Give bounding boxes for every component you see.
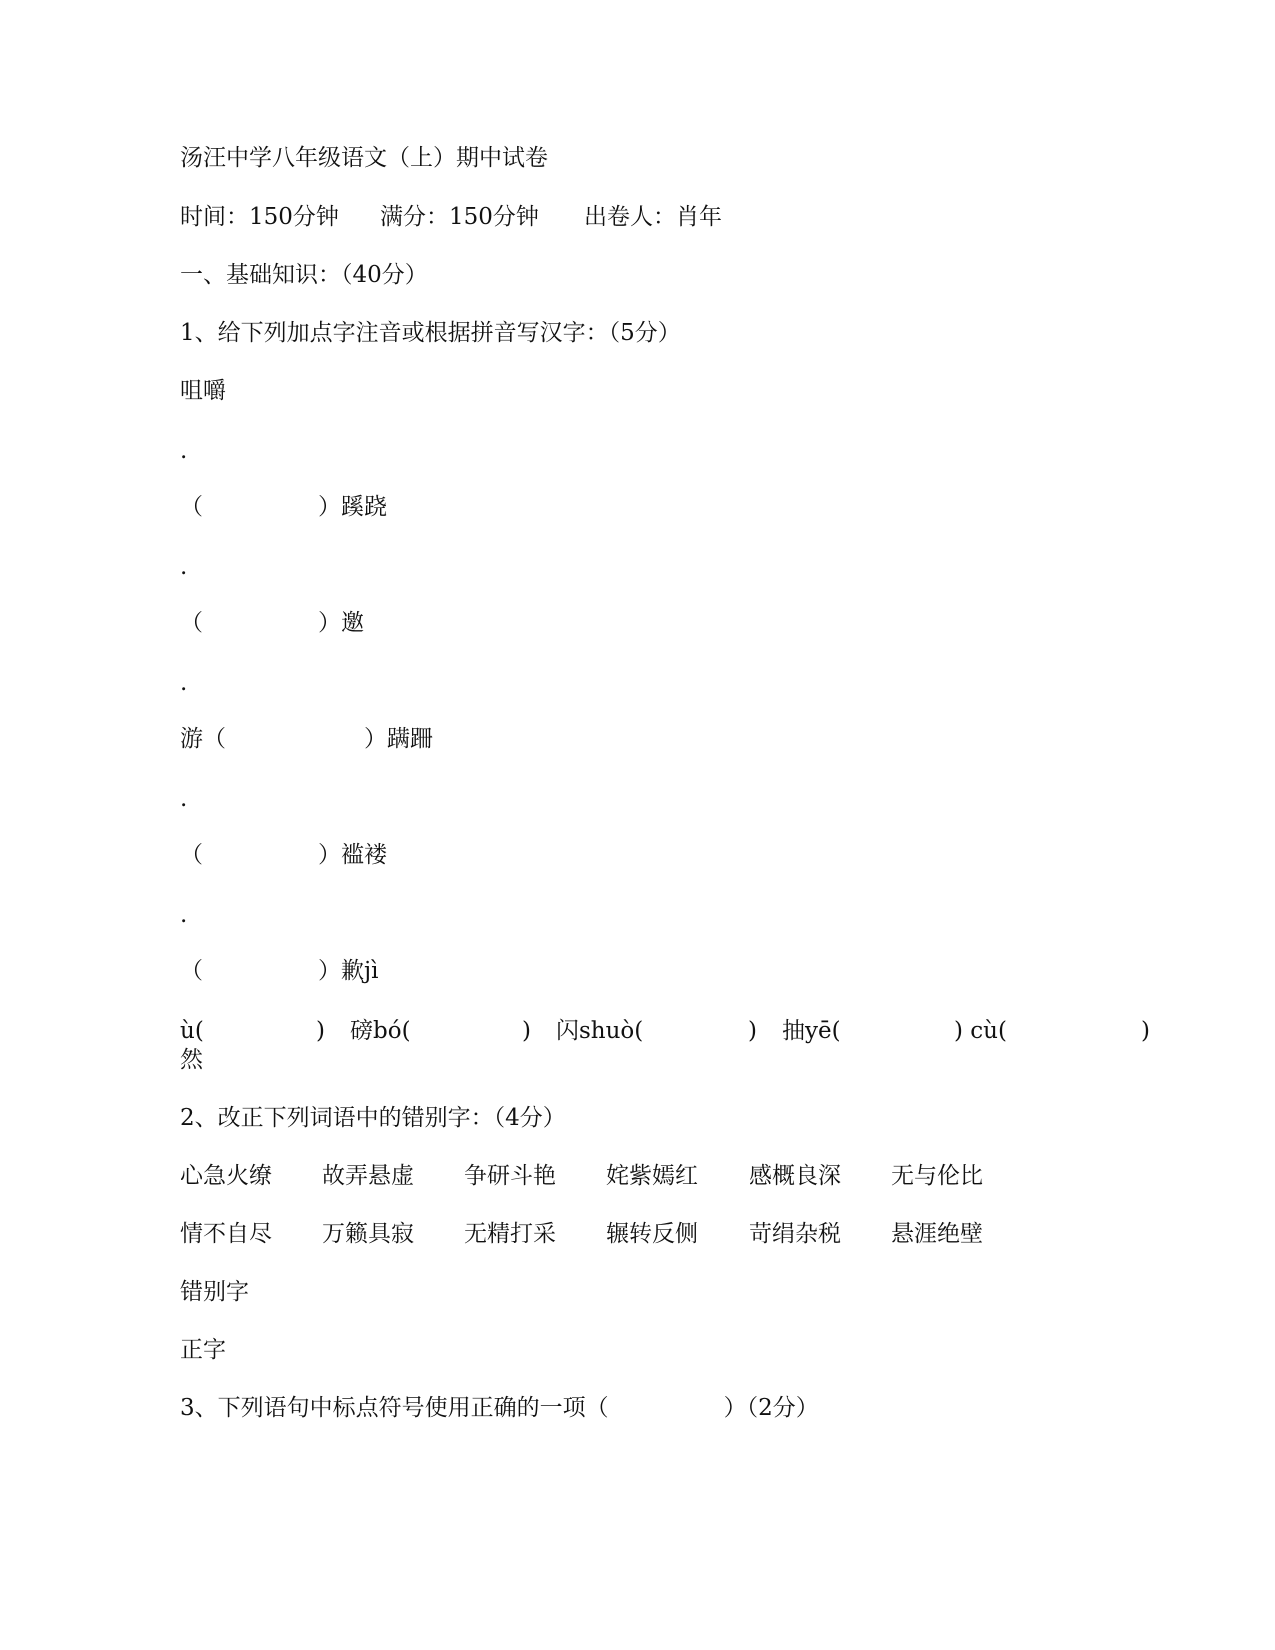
word-item: 心急火缭 bbox=[180, 1163, 272, 1189]
q1-line: （ ）邀 bbox=[180, 610, 364, 636]
pinyin-blank: ) bbox=[316, 1018, 325, 1044]
q1-line: 游（ ）蹒跚 bbox=[180, 726, 433, 752]
exam-info-full: 满分：150分钟 bbox=[380, 204, 539, 230]
exam-info-time: 时间：150分钟 bbox=[180, 204, 339, 230]
word-item: 辗转反侧 bbox=[606, 1221, 698, 1247]
word-item: 无与伦比 bbox=[891, 1163, 983, 1189]
pinyin-blank: ) bbox=[1141, 1018, 1150, 1044]
wrong-char-label: 错别字 bbox=[180, 1279, 249, 1305]
q1-emphasis-dot: . bbox=[180, 786, 188, 812]
word-item: 苛绢杂税 bbox=[749, 1221, 841, 1247]
q1-tail: 然 bbox=[180, 1047, 203, 1073]
word-item: 姹紫嫣红 bbox=[606, 1163, 698, 1189]
pinyin-blank: ) bbox=[748, 1018, 757, 1044]
q1-line: 咀嚼 bbox=[180, 378, 226, 404]
correct-char-label: 正字 bbox=[180, 1337, 226, 1363]
word-item: 悬涯绝壁 bbox=[891, 1221, 983, 1247]
q1-emphasis-dot: . bbox=[180, 438, 188, 464]
pinyin-blank: ) cù( bbox=[954, 1018, 1007, 1044]
question-1-prompt: 1、给下列加点字注音或根据拼音写汉字：（5分） bbox=[180, 320, 681, 346]
page-title: 汤汪中学八年级语文（上）期中试卷 bbox=[180, 145, 548, 171]
word-item: 争研斗艳 bbox=[464, 1163, 556, 1189]
pinyin-blank: 磅bó( bbox=[350, 1018, 411, 1044]
section-heading: 一、基础知识：（40分） bbox=[180, 262, 428, 288]
pinyin-blank: 闪shuò( bbox=[556, 1018, 644, 1044]
q1-emphasis-dot: . bbox=[180, 902, 188, 928]
pinyin-blank: ) bbox=[522, 1018, 531, 1044]
q1-emphasis-dot: . bbox=[180, 554, 188, 580]
question-2-prompt: 2、改正下列词语中的错别字：（4分） bbox=[180, 1105, 566, 1131]
word-item: 情不自尽 bbox=[180, 1221, 272, 1247]
exam-info-author: 出卷人：肖年 bbox=[584, 204, 722, 230]
word-item: 万籁具寂 bbox=[322, 1221, 414, 1247]
word-item: 感概良深 bbox=[749, 1163, 841, 1189]
q1-line: （ ）褴褛 bbox=[180, 842, 387, 868]
word-item: 故弄悬虚 bbox=[322, 1163, 414, 1189]
pinyin-blank: ù( bbox=[180, 1018, 204, 1044]
question-3-prompt: 3、下列语句中标点符号使用正确的一项（ ）（2分） bbox=[180, 1395, 819, 1421]
pinyin-blank: 抽yē( bbox=[782, 1018, 841, 1044]
q1-emphasis-dot: . bbox=[180, 670, 188, 696]
q1-line: （ ）歉jì bbox=[180, 958, 379, 984]
q1-line: （ ）蹊跷 bbox=[180, 494, 387, 520]
word-item: 无精打采 bbox=[464, 1221, 556, 1247]
